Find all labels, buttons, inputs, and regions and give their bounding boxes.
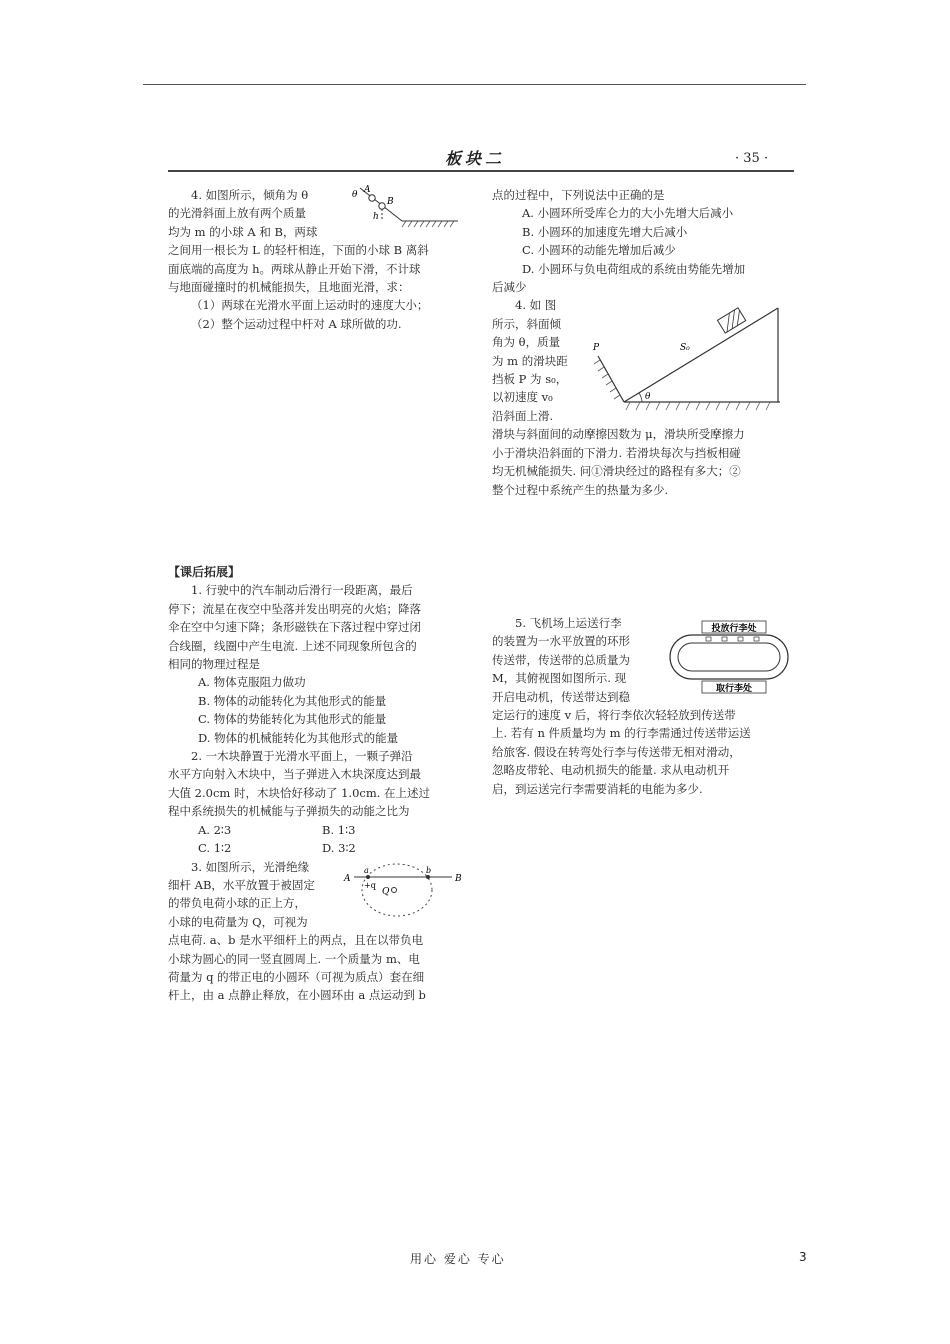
belt-figure bbox=[664, 618, 794, 696]
ball-b bbox=[379, 203, 385, 209]
e1-option-d: D. 物体的机械能转化为其他形式的能量 bbox=[198, 730, 399, 745]
q4b-line: 均无机械能损失. 问①滑块经过的路程有多大；② bbox=[492, 464, 741, 479]
top-rule bbox=[143, 84, 806, 85]
label-rod-b: B bbox=[455, 874, 462, 884]
label-b: B bbox=[387, 197, 394, 207]
base-hatch bbox=[626, 402, 770, 410]
e2-option-b: B. 1∶3 bbox=[322, 822, 356, 837]
q4b-line: 整个过程中系统产生的热量为多少. bbox=[492, 482, 669, 497]
ball-a bbox=[369, 195, 375, 201]
belt-inner bbox=[678, 643, 780, 671]
e1-line: 1. 行驶中的汽车制动后滑行一段距离，最后 bbox=[191, 583, 413, 598]
e1-option-b: B. 物体的动能转化为其他形式的能量 bbox=[198, 693, 387, 708]
q4b-line: 挡板 P 为 s₀， bbox=[492, 372, 568, 387]
belt-outer bbox=[670, 635, 788, 679]
luggage-items bbox=[706, 637, 759, 641]
label-p: P bbox=[593, 343, 600, 353]
q4b-line: 以初速度 v₀ bbox=[492, 390, 553, 405]
q4-line: 与地面碰撞时的机械能损失，且地面光滑，求： bbox=[168, 280, 410, 295]
q4b-line: 为 m 的滑块距 bbox=[492, 353, 568, 368]
q5-line: 启，到运送完行李需要消耗的电能为多少. bbox=[492, 781, 703, 796]
ground-hatch bbox=[402, 221, 454, 227]
cont-option-a: A. 小圆环所受库仑力的大小先增大后减小 bbox=[522, 206, 734, 221]
q4b-line: 4. 如 图 bbox=[515, 298, 557, 313]
cont-line: 点的过程中，下列说法中正确的是 bbox=[492, 188, 665, 202]
e1-line: 相同的物理过程是 bbox=[168, 657, 260, 672]
label-point-b: b bbox=[426, 866, 432, 875]
label-theta-p: θ bbox=[645, 392, 651, 402]
header-rule bbox=[168, 170, 794, 172]
q5-line: 上. 若有 n 件质量均为 m 的行李需通过传送带运送 bbox=[492, 726, 751, 741]
e2-line: 大值 2.0cm 时，木块恰好移动了 1.0cm. 在上述过 bbox=[168, 785, 431, 800]
label-drop-off: 投放行李处 bbox=[711, 624, 757, 634]
footer-slogan: 用心 爱心 专心 bbox=[410, 1252, 506, 1266]
e2-option-a: A. 2∶3 bbox=[198, 822, 232, 837]
e2-line: 程中系统损失的机械能与子弹损失的动能之比为 bbox=[168, 804, 410, 819]
incline-ab-figure bbox=[340, 183, 460, 233]
extension-section bbox=[168, 563, 468, 1005]
q5-line: 5. 飞机场上运送行李 bbox=[515, 616, 622, 630]
cont-option-b: B. 小圆环的加速度先增大后减小 bbox=[522, 224, 688, 239]
q4b-line: 小于滑块沿斜面的下滑力. 若滑块每次与挡板相碰 bbox=[492, 445, 741, 460]
e2-option-d: D. 3∶2 bbox=[322, 841, 356, 856]
incline-p-figure bbox=[590, 298, 786, 416]
e2-option-c: C. 1∶2 bbox=[198, 841, 232, 856]
label-a: A bbox=[364, 185, 371, 195]
label-s0: S₀ bbox=[680, 343, 690, 353]
label-Q: Q bbox=[382, 887, 390, 897]
e1-line: 合线圈，线圈中产生电流. 上述不同现象所包含的 bbox=[168, 638, 417, 653]
q4-subquestion: （2）整个运动过程中杆对 A 球所做的功. bbox=[191, 316, 402, 331]
q5-line: M，其俯视图如图所示. 现 bbox=[492, 671, 627, 686]
q4-line: 的光滑斜面上放有两个质量 bbox=[168, 206, 306, 221]
e2-options-row-2 bbox=[168, 839, 468, 857]
label-rod-a: A bbox=[344, 874, 351, 884]
slider-block bbox=[717, 308, 745, 333]
e3-line: 杆上，由 a 点静止释放，在小圆环由 a 点运动到 b bbox=[168, 988, 426, 1003]
q4-line: 4. 如图所示，倾角为 θ bbox=[191, 188, 309, 202]
q5-line: 的装置为一水平放置的环形 bbox=[492, 634, 630, 649]
q4-line: 面底端的高度为 h。两球从静止开始下滑，不计球 bbox=[168, 261, 421, 276]
section-header-title: 板块二 bbox=[445, 149, 506, 168]
e3-line: 细杆 AB，水平放置于被固定 bbox=[168, 877, 315, 892]
wall-hatch bbox=[594, 360, 620, 399]
q4-line: 均为 m 的小球 A 和 B，两球 bbox=[168, 224, 318, 239]
e1-option-c: C. 物体的势能转化为其他形式的能量 bbox=[198, 712, 387, 727]
label-point-a: a bbox=[364, 866, 369, 875]
e3-line: 3. 如图所示，光滑绝缘 bbox=[191, 859, 310, 874]
point-a bbox=[366, 875, 370, 879]
e3-line: 小球的电荷量为 Q，可视为 bbox=[168, 914, 308, 929]
cont-option-c: C. 小圆环的动能先增加后减少 bbox=[522, 243, 676, 258]
section-title: 【课后拓展】 bbox=[168, 565, 241, 579]
q4b-line: 滑块与斜面间的动摩擦因数为 μ，滑块所受摩擦力 bbox=[492, 427, 745, 442]
e1-line: 停下；流星在夜空中坠落并发出明亮的火焰；降落 bbox=[168, 601, 421, 616]
e1-line: 伞在空中匀速下降；条形磁铁在下落过程中穿过闭 bbox=[168, 620, 421, 635]
e3-line: 小球为圆心的同一竖直圆周上. 一个质量为 m、电 bbox=[168, 951, 420, 966]
e3-line: 荷量为 q 的带正电的小圆环（可视为质点）套在细 bbox=[168, 969, 425, 984]
e2-line: 2. 一木块静置于光滑水平面上，一颗子弹沿 bbox=[191, 749, 413, 764]
label-theta: θ bbox=[352, 190, 358, 200]
e3-line: 点电荷. a、b 是水平细杆上的两点，且在以带负电 bbox=[168, 933, 424, 948]
q4-line: 之间用一根长为 L 的轻杆相连，下面的小球 B 离斜 bbox=[168, 243, 429, 258]
q5-line: 忽略皮带轮、电动机损失的能量. 求从电动机开 bbox=[492, 763, 730, 778]
wall-p bbox=[598, 356, 624, 402]
q4b-line: 角为 θ，质量 bbox=[492, 335, 561, 350]
label-h: h bbox=[373, 212, 379, 222]
q4b-line: 沿斜面上滑. bbox=[492, 408, 554, 423]
q5-line: 传送带，传送带的总质量为 bbox=[492, 652, 630, 667]
cont-option-d: D. 小圆环与负电荷组成的系统由势能先增加 bbox=[522, 261, 746, 276]
q5-line: 定运行的速度 v 后，将行李依次轻轻放到传送带 bbox=[492, 708, 736, 723]
page-number: 3 bbox=[799, 1250, 807, 1264]
book-page-number: · 35 · bbox=[735, 151, 769, 166]
label-plus-q: +q bbox=[364, 881, 376, 890]
q4-subquestion: （1）两球在光滑水平面上运动时的速度大小； bbox=[191, 298, 429, 313]
e3-line: 的带负电荷小球的正上方， bbox=[168, 896, 306, 911]
q5-line: 开启电动机，传送带达到稳 bbox=[492, 689, 630, 704]
q5-line: 给旅客. 假设在转弯处行李与传送带无相对滑动， bbox=[492, 744, 741, 759]
q4b-line: 所示，斜面倾 bbox=[492, 316, 561, 331]
rod-charge-figure bbox=[340, 860, 470, 922]
e1-option-a: A. 物体克服阻力做功 bbox=[198, 675, 306, 690]
cont-option-d-wrap: 后减少 bbox=[492, 280, 527, 295]
slope-line bbox=[624, 308, 778, 402]
e2-line: 水平方向射入木块中，当子弹进入木块深度达到最 bbox=[168, 767, 421, 782]
charge-q bbox=[392, 888, 397, 893]
label-pick-up: 取行李处 bbox=[715, 684, 753, 694]
e2-options-row-1 bbox=[168, 821, 468, 839]
point-b bbox=[426, 875, 430, 879]
